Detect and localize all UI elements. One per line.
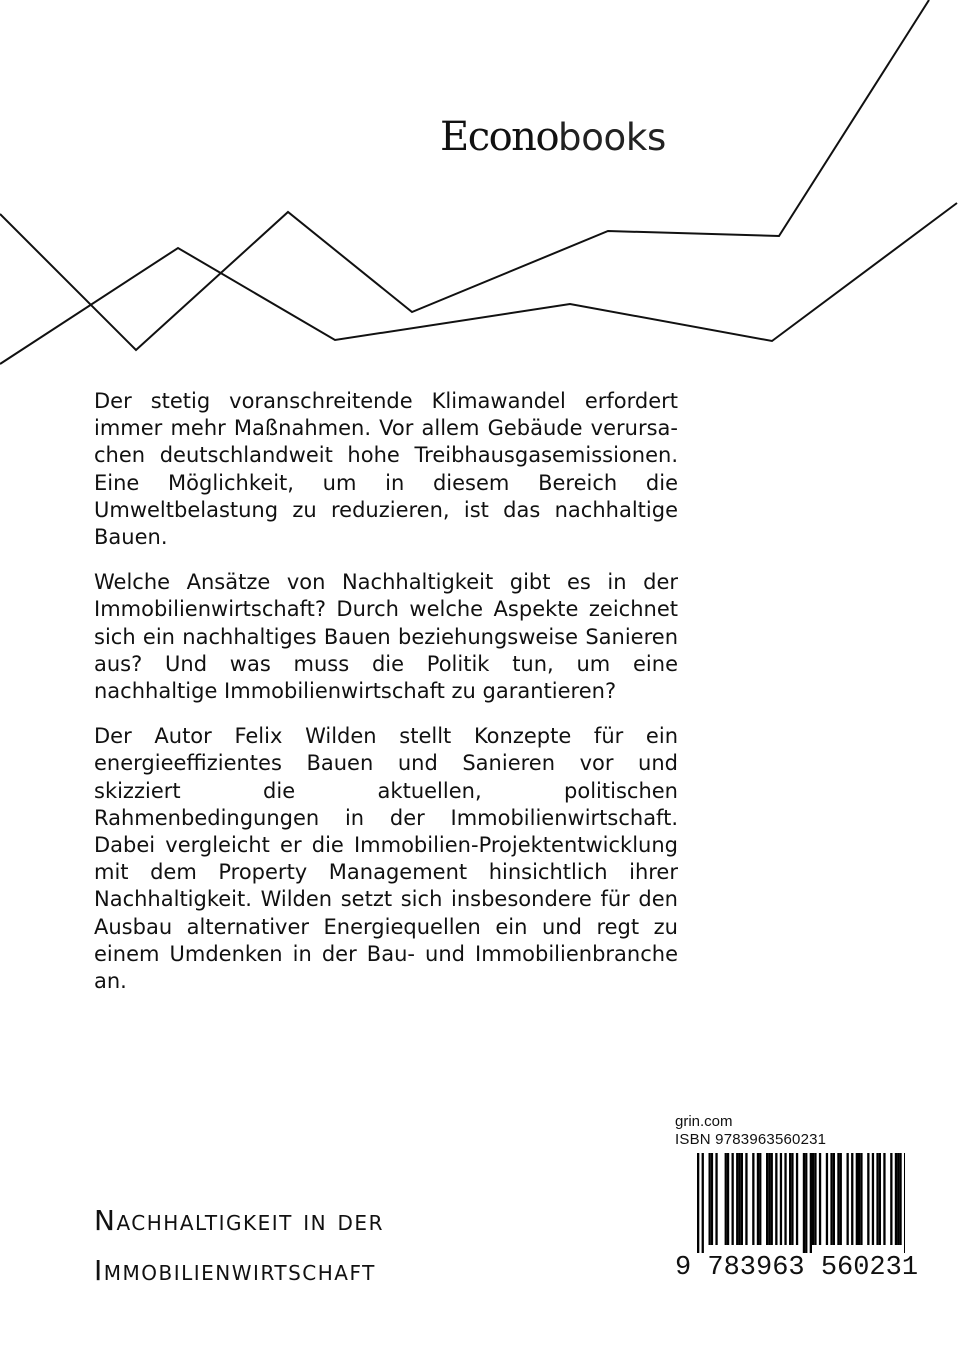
barcode-bar [803, 1153, 805, 1253]
isbn-barcode-block [675, 1113, 919, 1293]
back-cover-blurb [94, 388, 678, 1013]
barcode-bar [826, 1153, 828, 1245]
decorative-line-1 [0, 0, 929, 350]
barcode-bar [745, 1153, 747, 1245]
barcode-bar [895, 1153, 897, 1245]
barcode-bar [858, 1153, 860, 1245]
barcode-bar [847, 1153, 849, 1245]
barcode-bar [830, 1153, 832, 1245]
barcode-bar [732, 1153, 734, 1245]
barcode-bar [752, 1153, 754, 1245]
barcode-bar [819, 1153, 821, 1245]
barcode-bar [741, 1153, 743, 1245]
book-title-line-2: Immobilienwirtschaft [94, 1254, 376, 1287]
barcode-bar [810, 1153, 812, 1253]
barcode-bar [899, 1153, 901, 1245]
barcode-bar [890, 1153, 892, 1245]
barcode-bar [860, 1153, 862, 1245]
barcode-bar [784, 1153, 786, 1245]
barcode-bar [702, 1153, 704, 1253]
barcode-bar [768, 1153, 770, 1245]
barcode-bar [771, 1153, 773, 1245]
barcode-bar [759, 1153, 761, 1245]
barcode-bar [715, 1153, 717, 1245]
publisher-logo [440, 112, 666, 163]
barcode-bar [840, 1153, 842, 1245]
barcode-bar [709, 1153, 711, 1245]
barcode-bar [879, 1153, 881, 1245]
barcode-bar [833, 1153, 835, 1245]
barcode-bar [789, 1153, 791, 1245]
barcode-bar [711, 1153, 713, 1245]
barcode-bar [697, 1153, 699, 1253]
barcode-bar [876, 1153, 878, 1245]
publisher-logo-econo: Econo [440, 114, 559, 160]
barcode-bar [872, 1153, 874, 1245]
blurb-paragraph-2: Welche Ansätze von Nachhaltigkeit gibt es in der Immobilienwirtschaft? Durch welche Aspekte zeichnet sich ein nachhaltiges Bauen beziehungsweise Sanieren aus? Und was muss die Politik tun, um eine nachhaltige Immobilienwirtschaft zu garantieren? [94, 570, 678, 704]
barcode-bar [867, 1153, 869, 1245]
decorative-line-graphic [0, 0, 959, 370]
barcode-bar [757, 1153, 759, 1245]
publisher-logo-books: books [558, 116, 666, 159]
barcode-bar [904, 1153, 905, 1253]
isbn-label: ISBN 9783963560231 [675, 1131, 827, 1148]
barcode-bar [856, 1153, 858, 1245]
barcode-bar [766, 1153, 768, 1245]
barcode-bar [814, 1153, 816, 1245]
barcode-bar [851, 1153, 853, 1245]
publisher-website: grin.com [675, 1113, 733, 1130]
blurb-paragraph-3: Der Autor Felix Wilden stellt Konzepte für ein energieeffizientes Bauen und Sanieren vor und skizziert die aktuellen, politischen Rahmenbedingungen in der Immobilienwirtschaft. Dabei vergleicht er die Immobilien-Projektentwicklung mit dem Property Management hinsichtlich ihrer Nachhaltigkeit. Wilden setzt sich insbesondere für den Ausbau alternativer Energiequellen ein und regt zu einem Umdenken in der Bau- und Immobilienbranche an. [94, 724, 678, 994]
barcode-bar [897, 1153, 899, 1245]
barcode-bar [736, 1153, 738, 1245]
barcode-bar [738, 1153, 740, 1245]
barcode-bar [796, 1153, 798, 1245]
barcode-digits: 9 783963 560231 [675, 1253, 919, 1283]
barcode-bar [805, 1153, 807, 1253]
barcode-bar [780, 1153, 782, 1245]
barcode-icon [675, 1153, 905, 1253]
barcode-bar [837, 1153, 839, 1245]
barcode-bar [775, 1153, 777, 1245]
barcode-bar [727, 1153, 729, 1245]
book-title-line-1: Nachhaltigkeit in der [94, 1204, 384, 1237]
barcode-bar [725, 1153, 727, 1245]
book-title [94, 1196, 614, 1296]
barcode-bar [812, 1153, 814, 1245]
blurb-paragraph-1: Der stetig voranschreitende Klimawandel erfordert immer mehr Maßnahmen. Vor allem Gebäude verursachen deutschlandweit hohe Treibhausgasemissionen. Eine Möglichkeit, um in diesem Bereich die Umweltbelastung zu reduzieren, ist das nachhaltige Bauen. [94, 389, 678, 550]
barcode-bar [883, 1153, 885, 1245]
barcode-bar [791, 1153, 793, 1245]
